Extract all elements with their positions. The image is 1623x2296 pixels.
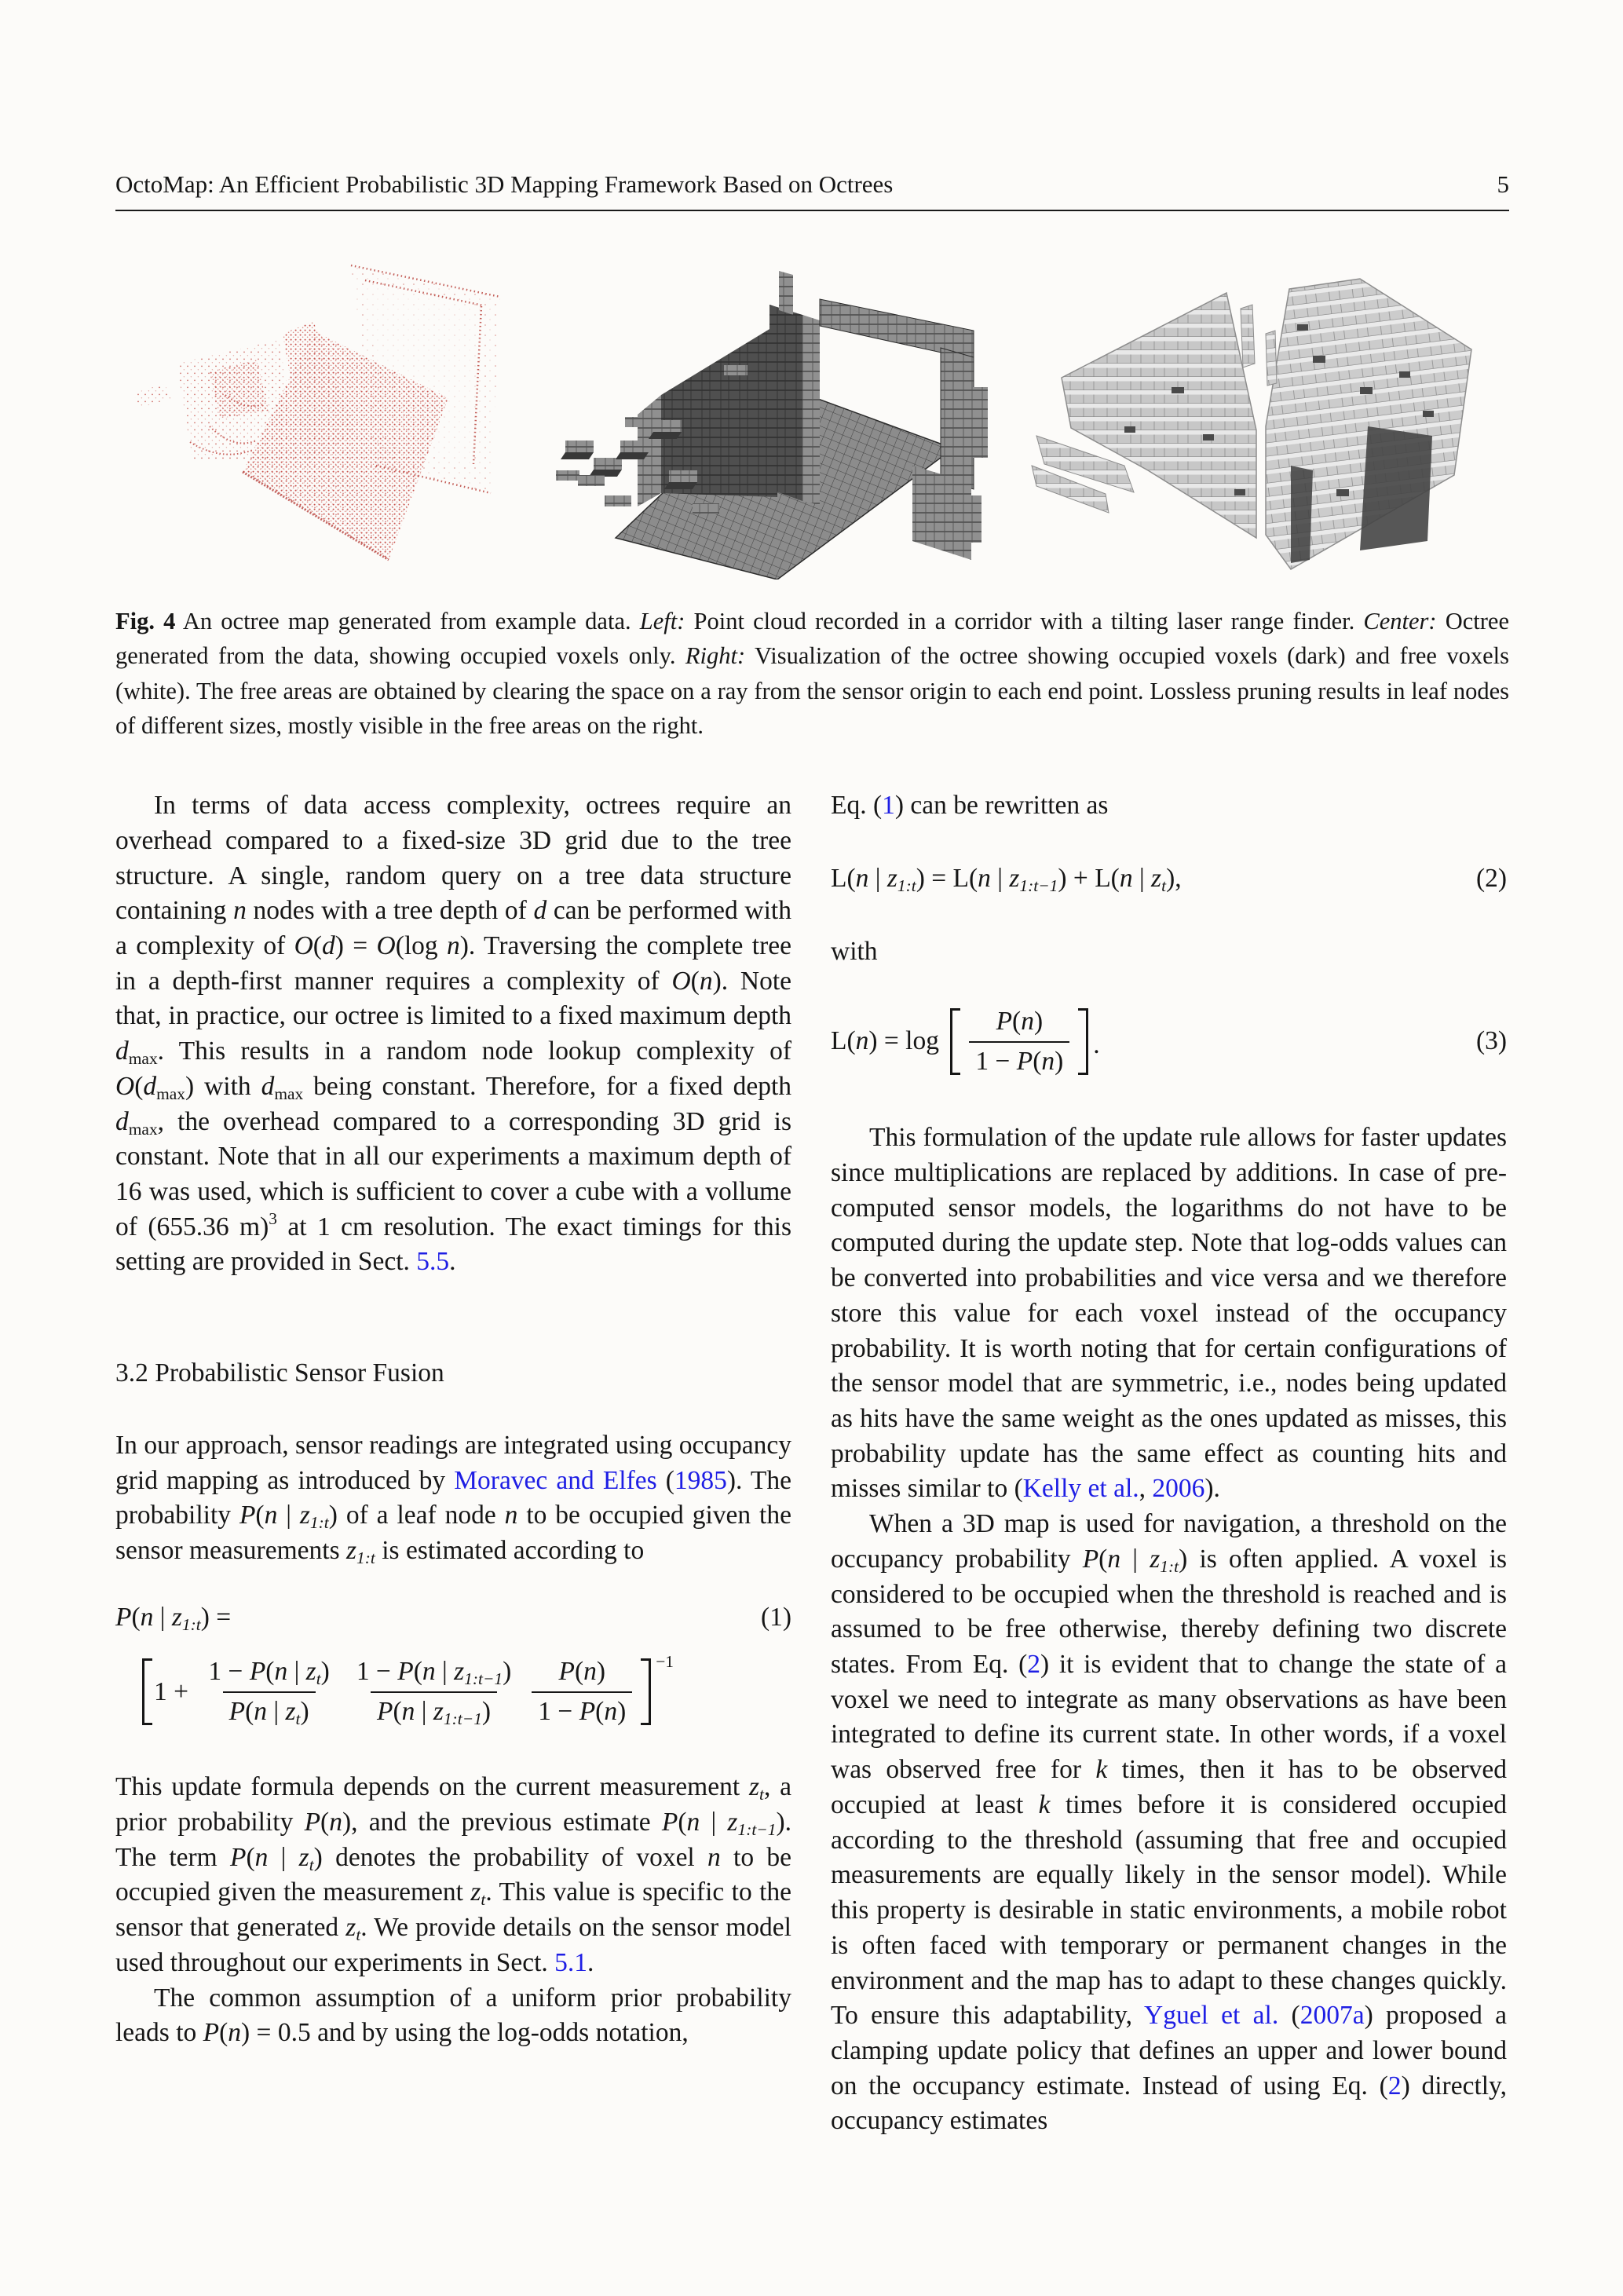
equation-number: (3) <box>1475 1026 1507 1056</box>
running-header <box>115 0 1509 199</box>
citation-link[interactable]: 2 <box>1387 2071 1402 2100</box>
body-paragraph: When a 3D map is used for navigation, a threshold on the occupancy probability P(n | z1:t) is often applied. A voxel is considered to be occupied when the threshold is reached and is assumed to be free otherwise, thereby defining two discrete states. From Eq. (2) it is evident that to change the state of a voxel we need to integrate as many observations as have been integrated to define its current state. In other words, if a voxel was observed free for k times, then it has to be observed occupied at least k times before it is considered occupied according to the threshold (assuming that free and occupied measurements are equally likely in the sensor model). While this property is desirable in static environments, a mobile robot is often faced with temporary or permanent changes in the environment and the map has to adapt to these changes quickly. To ensure this adaptability, Yguel et al. (2007a) proposed a clamping update policy that defines an upper and lower bound on the occupancy estimate. Instead of using Eq. (2) directly, occupancy estimates <box>831 1509 1508 2136</box>
citation-link[interactable]: 5.5 <box>416 1247 450 1277</box>
equation-2 <box>831 861 1507 897</box>
page-number: 5 <box>1497 170 1509 198</box>
equation-number: (1) <box>760 1602 791 1632</box>
figure-panel-point-cloud <box>115 230 508 583</box>
left-bracket <box>142 1658 152 1725</box>
octree-occupied-image <box>543 230 995 579</box>
body-paragraph: In terms of data access complexity, octrees require an overhead compared to a fixed-size 3D grid due to the tree structure. A single, random query on a tree data structure containing n nodes with a tree depth of d can be performed with a complexity of O(d) = O(log n). Traversing the complete tree in a depth-first manner requires a complexity of O(n). Note that, in practice, our octree is limited to a fixed maximum depth dmax. This results in a random node lookup complexity of O(dmax) with dmax being constant. Therefore, for a fixed depth dmax, the overhead compared to a corresponding 3D grid is constant. Note that in all our experiments a maximum depth of 16 was used, which is sufficient to cover a cube with a vollume of (655.36 m)$^3$ at 1 cm resolution. The exact timings for this setting are provided in Sect. 5.5. <box>115 791 792 1277</box>
body-paragraph: This formulation of the update rule allows for faster updates since multiplications are replaced by additions. In case of pre-computed sensor models, the logarithms do not have to be computed during the update step. Note that log-odds values can be converted into probabilities and vice versa and we therefore store this value for each voxel instead of the occupancy probability. It is worth noting that for certain configurations of the sensor model that are symmetric, i.e., nodes being updated as hits have the same weight as the ones updated as misses, this probability update has the same effect as counting hits and misses similar to (Kelly et al., 2006). <box>831 1123 1507 1504</box>
citation-link[interactable]: Yguel et al. <box>1144 2001 1279 2031</box>
body-paragraph: In our approach, sensor readings are integrated using occupancy grid mapping as introduced by Moravec and Elfes (1985). The probability P(n | z1:t) of a leaf node n to be occupied given the sensor measurements z1:t is estimated according to <box>115 1430 791 1567</box>
citation-link[interactable]: 2 <box>1027 1650 1040 1680</box>
right-bracket <box>641 1658 651 1725</box>
figure-panel-octree-occupied <box>543 230 995 583</box>
point-cloud-image <box>115 230 508 579</box>
left-column <box>115 788 791 2139</box>
equation-3 <box>831 1007 1507 1077</box>
two-column-body <box>115 788 1509 2139</box>
octree-visualization-image <box>1030 230 1501 579</box>
right-bracket <box>1078 1008 1088 1075</box>
equation-3-body: L( n ) = log $\frac{P(n)}{1 - P(n)}$ . <box>831 1007 1100 1076</box>
citation-link[interactable]: 1985 <box>674 1465 727 1495</box>
with-label: with <box>831 936 878 966</box>
section-heading: 3.2 Probabilistic Sensor Fusion <box>115 1358 444 1388</box>
citation-link[interactable]: 2007a <box>1299 2001 1365 2031</box>
citation-link[interactable]: 2006 <box>1152 1474 1205 1504</box>
equation-1-lhs: P(n | z1:t) = <box>115 1602 232 1634</box>
equation-1-body: 1 + $\frac{1 - P(n | zt)}{P(n | zt)}$ $\frac{1 - P(n | z1:t-1)}{P(n | z1:t-1)}$ $\frac{P(n)}{1 - P(n)}$ −1 <box>137 1657 674 1727</box>
equation-number: (2) <box>1475 863 1507 893</box>
citation-link[interactable]: Kelly et al. <box>1022 1474 1139 1504</box>
header-rule <box>115 210 1509 211</box>
figure-4 <box>115 230 1509 583</box>
body-paragraph: The common assumption of a uniform prior probability leads to P(n) = 0.5 and by using the log-odds notation, <box>115 1983 791 2048</box>
equation-1 <box>115 1600 791 1735</box>
body-paragraph: This update formula depends on the current measurement zt, a prior probability P(n), and the previous estimate P(n | z1:t−1). The term P(n | zt) denotes the probability of voxel n to be occupied given the measurement zt. This value is specific to the sensor that generated zt. We provide details on the sensor model used throughout our experiments in Sect. 5.1. <box>115 1772 791 1977</box>
body-paragraph: Eq. (1) can be rewritten as <box>831 791 1109 821</box>
citation-link[interactable]: 5.1 <box>554 1947 588 1977</box>
citation-link[interactable]: Moravec and Elfes <box>454 1465 657 1495</box>
figure-caption: Fig. 4 An octree map generated from example data. Left: Point cloud recorded in a corridor with a tilting laser range finder. Center: Octree generated from the data, showing occupied voxels only. Right: Visualization of the octree showing occupied voxels (dark) and free voxels (white). The free areas are obtained by clearing the space on a ray from the sensor origin to each end point. Lossless pruning results in leaf nodes of different sizes, mostly visible in the free areas on the right. <box>115 608 1509 739</box>
paper-title: OctoMap: An Efficient Probabilistic 3D Mapping Framework Based on Octrees <box>115 170 894 198</box>
right-column <box>831 788 1507 2139</box>
left-bracket <box>950 1008 960 1075</box>
citation-link[interactable]: 1 <box>882 791 895 821</box>
figure-panel-octree-visualization <box>1030 230 1501 583</box>
equation-2-body: L(n | z1:t) = L(n | z1:t−1) + L(n | zt), <box>831 863 1182 895</box>
